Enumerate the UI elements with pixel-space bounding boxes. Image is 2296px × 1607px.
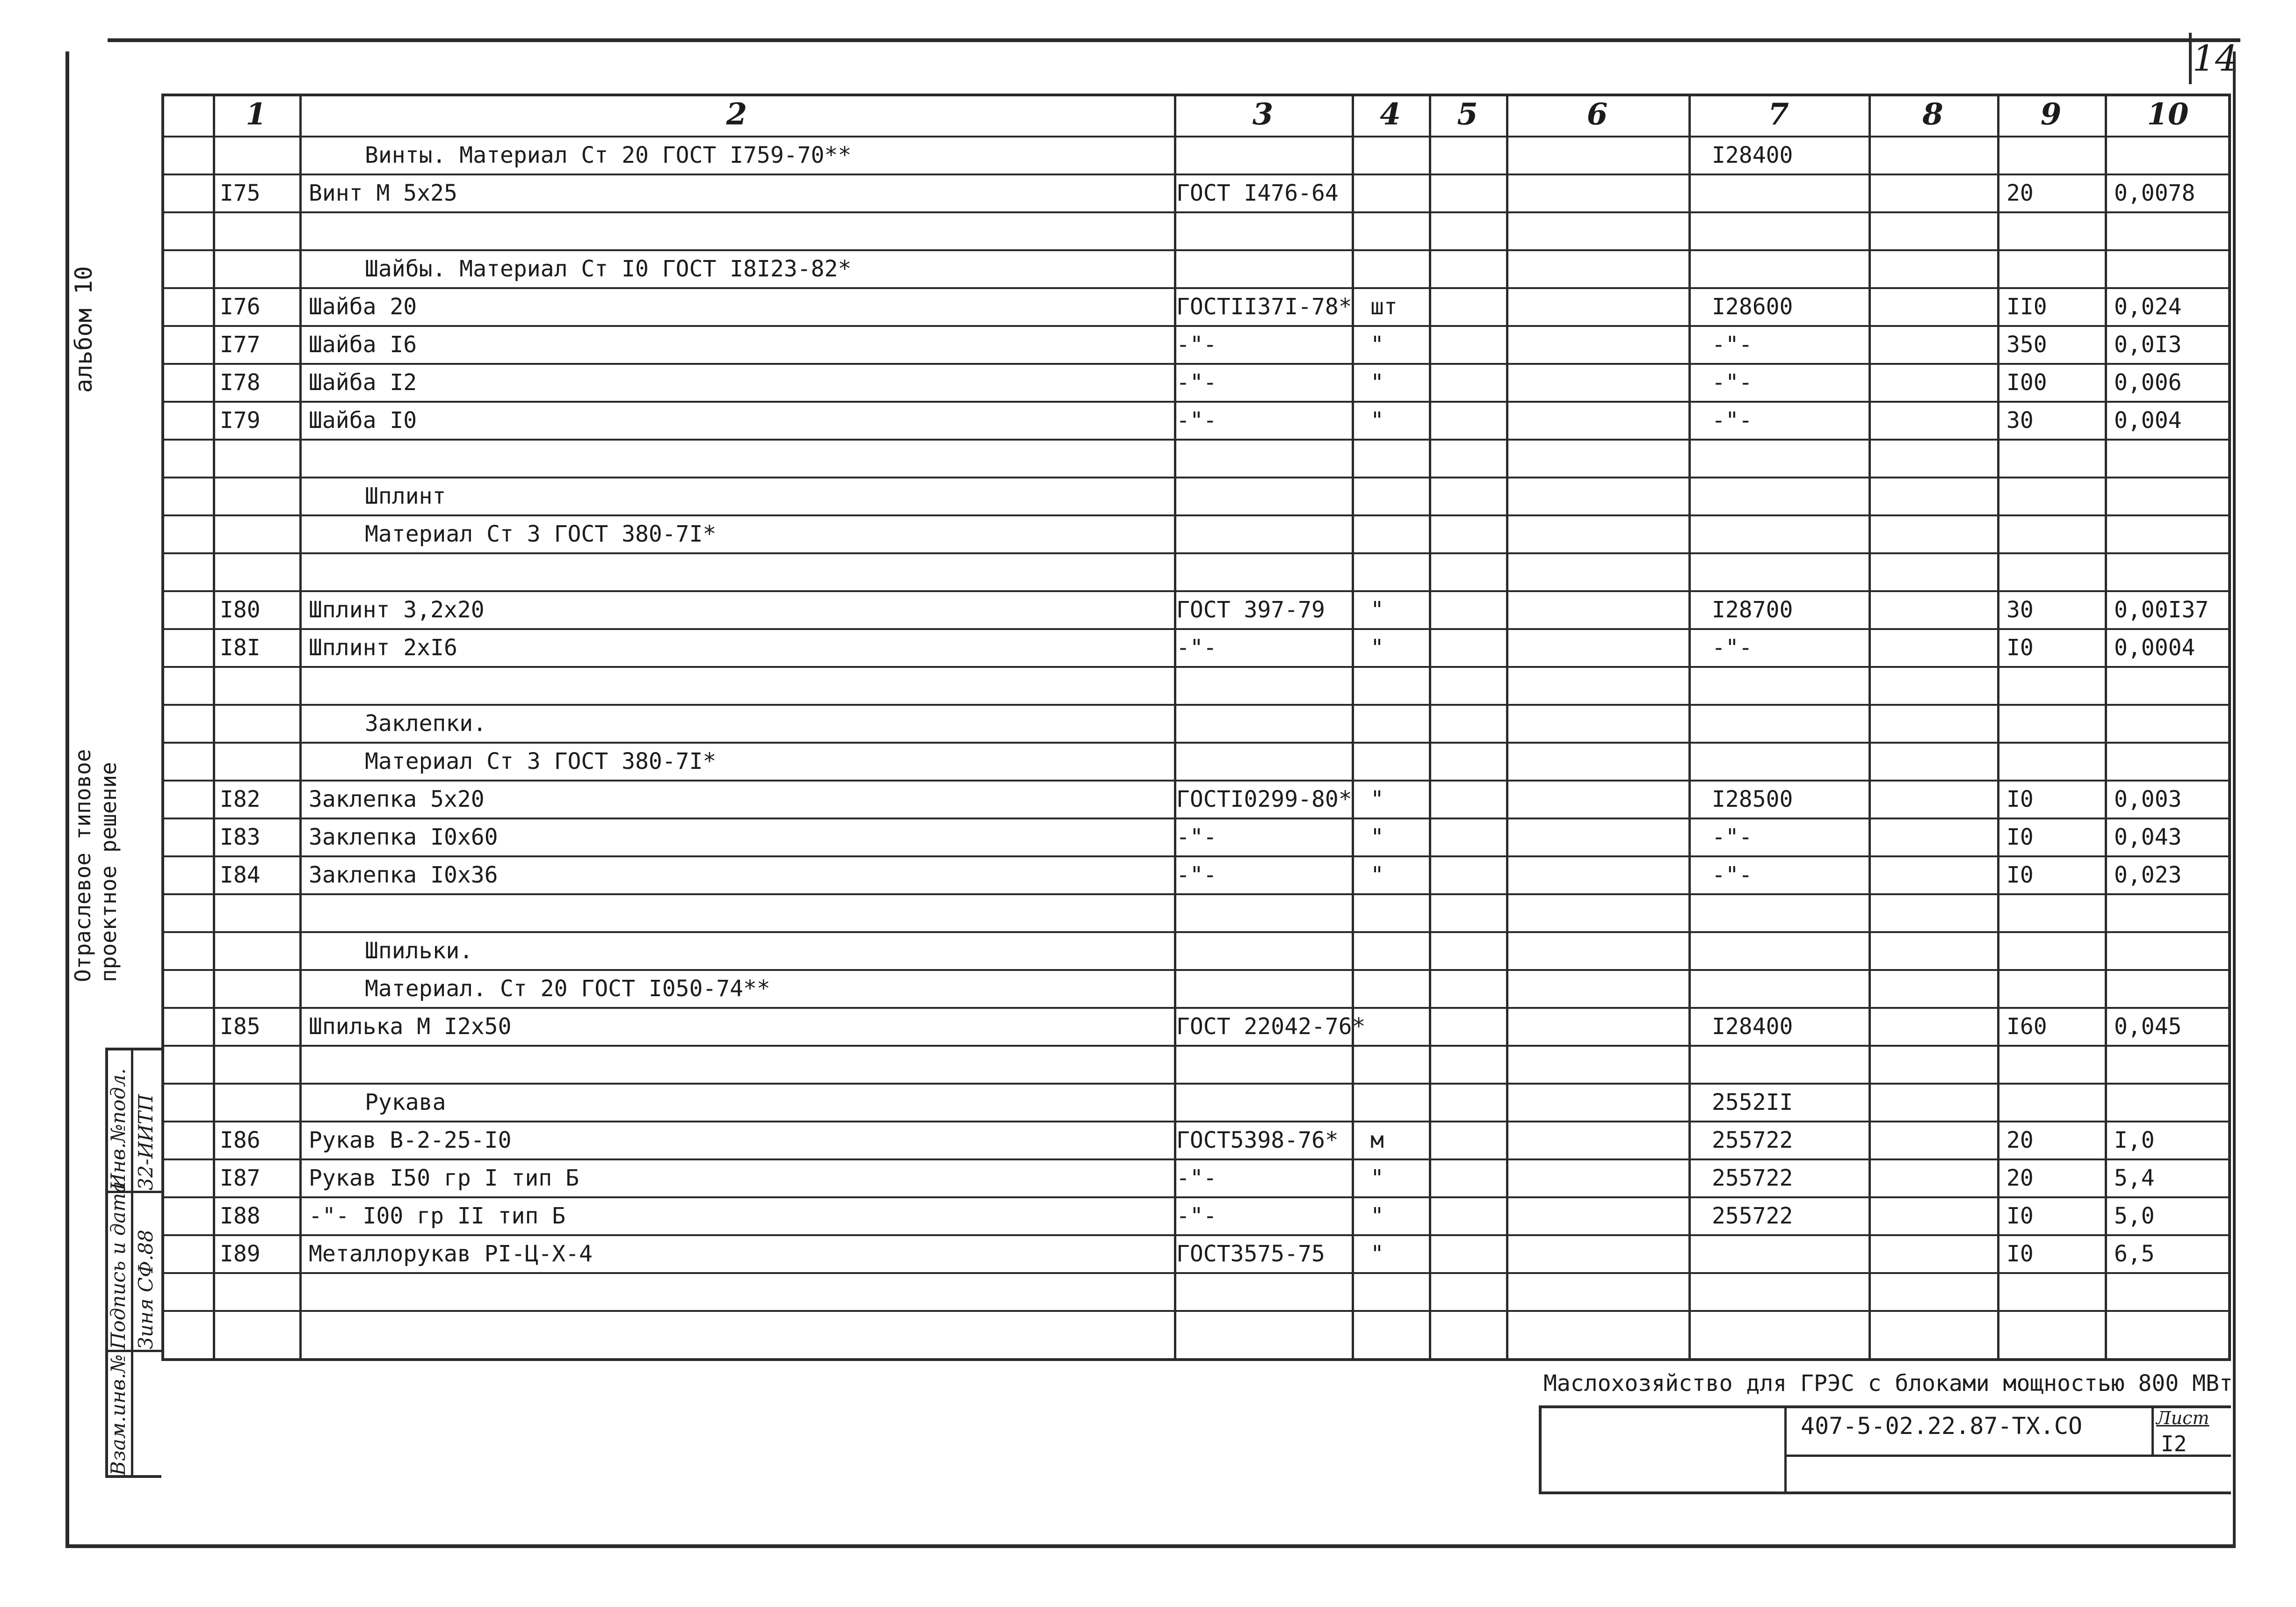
cell-position-number: I86 [220,1127,261,1153]
row-divider [161,401,2231,403]
cell-mass: 0,0004 [2114,635,2195,661]
cell-item-name: Материал Ст 3 ГОСТ 380-7I* [365,748,717,775]
row-divider [161,514,2231,516]
cell-item-name: Шплинт 3,2х20 [309,597,485,623]
column-header: 7 [1768,97,1789,132]
cell-standard: -"- [1176,332,1217,358]
cell-item-name: Заклепка I0х36 [309,862,498,888]
column-header: 5 [1457,97,1478,132]
cell-unit: " [1370,1203,1384,1229]
cell-standard: ГОСТ I476-64 [1176,180,1339,206]
frame-top-line [108,38,2240,42]
side-branch-label-1: Отраслевое типовое [70,749,95,982]
row-divider [161,477,2231,478]
cell-standard: ГОСТ 22042-76* [1176,1013,1366,1040]
column-divider [2105,94,2107,1361]
cell-position-number: I84 [220,862,261,888]
column-header: 1 [246,97,267,132]
column-header: 2 [726,97,747,132]
row-divider [161,893,2231,895]
column-divider [213,94,215,1361]
column-divider [1869,94,1871,1361]
row-divider [161,1310,2231,1312]
cell-mass: 0,006 [2114,369,2182,396]
cell-unit: " [1370,597,1384,623]
row-divider [161,1196,2231,1198]
page-number: 14 [2189,33,2238,84]
row-divider [161,439,2231,441]
cell-position-number: I85 [220,1013,261,1040]
cell-mass: 0,045 [2114,1013,2182,1040]
cell-unit: " [1370,1241,1384,1267]
cell-mass: 0,0I3 [2114,332,2182,358]
row-divider [161,931,2231,933]
cell-unit: м [1370,1127,1384,1153]
column-divider [1997,94,1999,1361]
row-divider [161,1272,2231,1274]
cell-code: 255722 [1712,1165,1793,1191]
cell-standard: ГОСТII37I-78* [1176,294,1352,320]
cell-code: -"- [1712,332,1753,358]
cell-quantity: I0 [2006,862,2034,888]
column-divider [1429,94,1431,1361]
cell-quantity: II0 [2006,294,2047,320]
cell-code: -"- [1712,862,1753,888]
cell-quantity: 30 [2006,597,2034,623]
cell-mass: 0,024 [2114,294,2182,320]
cell-item-name: Заклепка I0х60 [309,824,498,850]
title-block-caption: Маслохозяйство для ГРЭС с блоками мощностью 800 МВт [1543,1370,2233,1397]
row-divider [161,174,2231,175]
cell-code: 255722 [1712,1203,1793,1229]
cell-mass: 6,5 [2114,1241,2155,1267]
cell-quantity: I0 [2006,824,2034,850]
cell-unit: " [1370,635,1384,661]
row-divider [161,1158,2231,1160]
cell-position-number: I79 [220,407,261,434]
title-block-sheet-divider [2151,1405,2154,1457]
cell-quantity: I0 [2006,786,2034,812]
cell-position-number: I77 [220,332,261,358]
row-divider [161,211,2231,213]
cell-item-name: -"- I00 гр II тип Б [309,1203,566,1229]
column-header: 3 [1252,97,1274,132]
column-divider [299,94,302,1361]
column-header: 6 [1586,97,1608,132]
stamp-divider [131,1048,133,1478]
row-divider [161,590,2231,592]
cell-quantity: I0 [2006,1241,2034,1267]
cell-code: I28700 [1712,597,1793,623]
cell-standard: -"- [1176,407,1217,434]
column-header: 10 [2147,97,2189,132]
cell-item-name: Материал. Ст 20 ГОСТ I050-74** [365,976,770,1002]
cell-quantity: 350 [2006,332,2047,358]
cell-code: 2552II [1712,1089,1793,1115]
cell-unit: шт [1370,294,1398,320]
cell-mass: I,0 [2114,1127,2155,1153]
column-header: 4 [1380,97,1401,132]
cell-mass: 5,4 [2114,1165,2155,1191]
cell-item-name: Шпильки. [365,938,473,964]
cell-code: I28600 [1712,294,1793,320]
cell-item-name: Материал Ст 3 ГОСТ 380-7I* [365,521,717,547]
row-divider [161,742,2231,744]
cell-unit: " [1370,786,1384,812]
cell-position-number: I80 [220,597,261,623]
cell-standard: ГОСТI0299-80* [1176,786,1352,812]
cell-position-number: I8I [220,635,261,661]
cell-unit: " [1370,862,1384,888]
cell-position-number: I89 [220,1241,261,1267]
row-divider [161,552,2231,554]
row-divider [161,704,2231,706]
cell-code: 255722 [1712,1127,1793,1153]
cell-unit: " [1370,824,1384,850]
row-divider [161,249,2231,251]
cell-code: I28500 [1712,786,1793,812]
cell-mass: 0,004 [2114,407,2182,434]
side-branch-label-2: проектное решение [96,762,121,982]
column-header: 9 [2040,97,2062,132]
cell-standard: -"- [1176,862,1217,888]
cell-code: -"- [1712,407,1753,434]
row-divider [161,136,2231,138]
cell-code: -"- [1712,635,1753,661]
cell-mass: 0,0078 [2114,180,2195,206]
row-divider [161,855,2231,857]
cell-mass: 0,023 [2114,862,2182,888]
cell-standard: -"- [1176,635,1217,661]
cell-code: I28400 [1712,142,1793,168]
sheet-label: Лист [2156,1408,2209,1428]
cell-standard: ГОСТ3575-75 [1176,1241,1325,1267]
row-divider [161,969,2231,971]
cell-standard: -"- [1176,824,1217,850]
document-code: 407-5-02.22.87-ТХ.СО [1801,1412,2083,1440]
row-divider [161,1007,2231,1009]
cell-item-name: Заклепки. [365,710,487,737]
row-divider [161,363,2231,365]
cell-standard: -"- [1176,1165,1217,1191]
cell-unit: " [1370,369,1384,396]
cell-position-number: I76 [220,294,261,320]
cell-mass: 5,0 [2114,1203,2155,1229]
cell-item-name: Шайба I6 [309,332,417,358]
cell-item-name: Рукав В-2-25-I0 [309,1127,512,1153]
row-divider [161,325,2231,327]
cell-item-name: Шплинт [365,483,446,509]
column-header: 8 [1922,97,1943,132]
title-block-divider [1784,1405,1787,1494]
cell-item-name: Шплинт 2хI6 [309,635,457,661]
cell-unit: " [1370,1165,1384,1191]
cell-quantity: I0 [2006,635,2034,661]
cell-quantity: I0 [2006,1203,2034,1229]
cell-quantity: 20 [2006,1165,2034,1191]
cell-quantity: I00 [2006,369,2047,396]
cell-quantity: 20 [2006,180,2034,206]
cell-position-number: I78 [220,369,261,396]
cell-item-name: Заклепка 5х20 [309,786,485,812]
cell-item-name: Рукав I50 гр I тип Б [309,1165,579,1191]
column-divider [1506,94,1508,1361]
cell-code: -"- [1712,369,1753,396]
cell-item-name: Рукава [365,1089,446,1115]
sheet-number: I2 [2161,1431,2187,1456]
cell-item-name: Шайба I2 [309,369,417,396]
cell-position-number: I83 [220,824,261,850]
cell-position-number: I88 [220,1203,261,1229]
row-divider [161,287,2231,289]
cell-unit: " [1370,332,1384,358]
cell-mass: 0,00I37 [2114,597,2209,623]
cell-standard: -"- [1176,369,1217,396]
cell-standard: ГОСТ 397-79 [1176,597,1325,623]
cell-mass: 0,003 [2114,786,2182,812]
cell-item-name: Металлорукав РI-Ц-Х-4 [309,1241,593,1267]
cell-quantity: I60 [2006,1013,2047,1040]
column-divider [1352,94,1354,1361]
cell-unit: " [1370,407,1384,434]
cell-standard: -"- [1176,1203,1217,1229]
row-divider [161,1045,2231,1047]
side-album-label: альбом 10 [70,266,97,393]
cell-item-name: Шайба I0 [309,407,417,434]
cell-standard: ГОСТ5398-76* [1176,1127,1339,1153]
cell-code: I28400 [1712,1013,1793,1040]
row-divider [161,666,2231,668]
cell-quantity: 20 [2006,1127,2034,1153]
cell-position-number: I75 [220,180,261,206]
row-divider [161,1121,2231,1122]
cell-item-name: Шайба 20 [309,294,417,320]
cell-item-name: Винт М 5х25 [309,180,457,206]
cell-position-number: I87 [220,1165,261,1191]
row-divider [161,780,2231,782]
column-divider [1688,94,1691,1361]
cell-code: -"- [1712,824,1753,850]
cell-item-name: Винты. Материал Ст 20 ГОСТ I759-70** [365,142,852,168]
row-divider [161,818,2231,819]
cell-position-number: I82 [220,786,261,812]
row-divider [161,1083,2231,1085]
row-divider [161,1234,2231,1236]
cell-item-name: Шайбы. Материал Ст I0 ГОСТ I8I23-82* [365,256,852,282]
row-divider [161,628,2231,630]
cell-mass: 0,043 [2114,824,2182,850]
cell-quantity: 30 [2006,407,2034,434]
cell-item-name: Шпилька М I2х50 [309,1013,512,1040]
